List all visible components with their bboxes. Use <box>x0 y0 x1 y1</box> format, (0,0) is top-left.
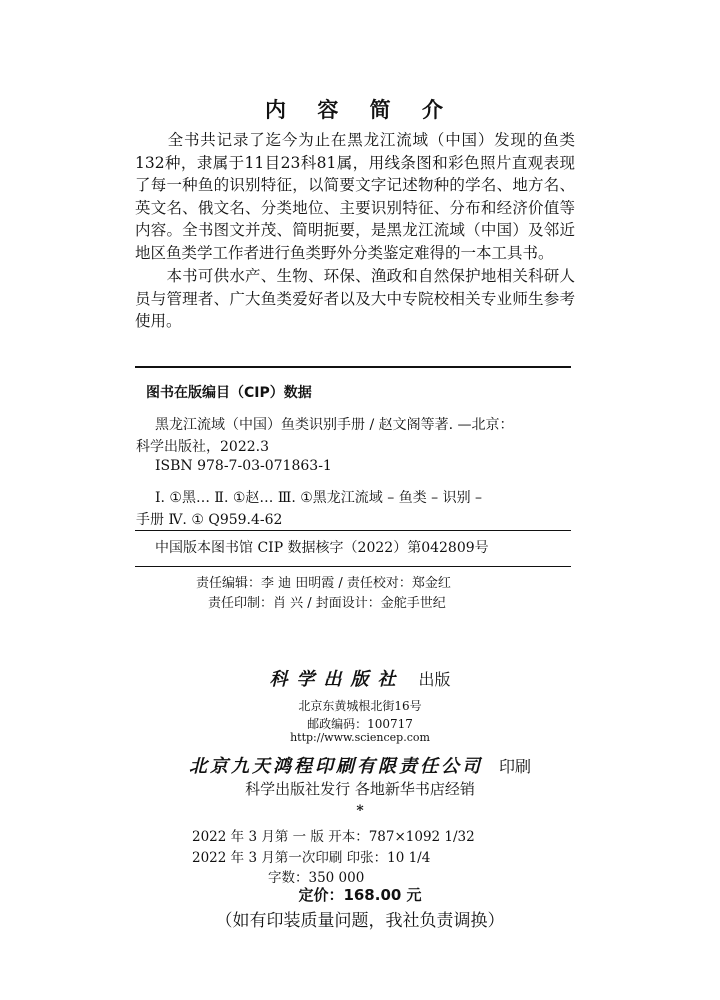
cip-line-4: Ⅰ. ①黑… Ⅱ. ①赵… Ⅲ. ①黑龙江流域 – 鱼类 – 识别 – <box>155 490 483 506</box>
price: 定价：168.00 元 <box>298 886 422 904</box>
publisher-website: http://www.sciencep.com <box>290 731 430 744</box>
publisher-line <box>0 665 720 691</box>
cip-isbn: ISBN 978-7-03-071863-1 <box>155 458 332 474</box>
staff-printing-design: 责任印制：肖 兴 / 封面设计：金舵手世纪 <box>208 596 446 611</box>
spec-edition-format: 2022 年 3 月第 一 版 开本：787×1092 1/32 <box>192 829 475 845</box>
cip-line-1: 黑龙江流域（中国）鱼类识别手册 / 赵文阁等著. —北京： <box>155 417 514 433</box>
spec-word-count: 字数：350 000 <box>268 870 365 886</box>
intro-text-1: 全书共记录了迄今为止在黑龙江流域（中国）发现的鱼类132种，隶属于11目23科81属，用线条图和彩色照片直观表现了每一种鱼的识别特征，以简要文字记述物种的学名、地方名、英文名、俄文名、分类地位、主要识别特征、分布和经济价值等内容。全书图文并茂、简明扼要，是黑龙江流域（中国）及邻近地区鱼类学工作者进行鱼类野外分类鉴定难得的一本工具书。 <box>135 131 575 262</box>
cip-heading: 图书在版编目（CIP）数据 <box>146 385 312 401</box>
cip-line-5: 手册 Ⅳ. ① Q959.4-62 <box>136 512 283 528</box>
publisher-action: 出版 <box>418 670 451 689</box>
printer-name: 北京九天鸿程印刷有限责任公司 <box>188 756 483 777</box>
printer-line <box>0 752 720 778</box>
staff-editors: 责任编辑：李 迪 田明霞 / 责任校对：郑金红 <box>196 576 451 591</box>
cip-record-number: 中国版本图书馆 CIP 数据核字（2022）第042809号 <box>155 540 489 556</box>
spec-printing-sheets: 2022 年 3 月第一次印刷 印张：10 1/4 <box>192 850 431 866</box>
divider-top <box>135 366 571 368</box>
intro-paragraph-2 <box>135 265 575 333</box>
quality-note: （如有印装质量问题，我社负责调换） <box>215 911 505 931</box>
intro-text-2: 本书可供水产、生物、环保、渔政和自然保护地相关科研人员与管理者、广大鱼类爱好者以及大中专院校相关专业师生参考使用。 <box>135 267 575 331</box>
printer-action: 印刷 <box>498 757 531 776</box>
publisher-postcode: 邮政编码：100717 <box>307 717 413 731</box>
divider-middle <box>135 530 571 531</box>
divider-bottom <box>135 566 571 567</box>
separator-star: * <box>356 803 364 819</box>
publisher-name: 科学出版社 <box>269 669 405 690</box>
publisher-address: 北京东黄城根北街16号 <box>298 699 422 713</box>
distribution-line: 科学出版社发行 各地新华书店经销 <box>245 780 475 798</box>
page-title: 内 容 简 介 <box>265 98 455 122</box>
cip-line-2: 科学出版社，2022.3 <box>136 439 269 455</box>
intro-paragraph-1 <box>135 129 575 265</box>
